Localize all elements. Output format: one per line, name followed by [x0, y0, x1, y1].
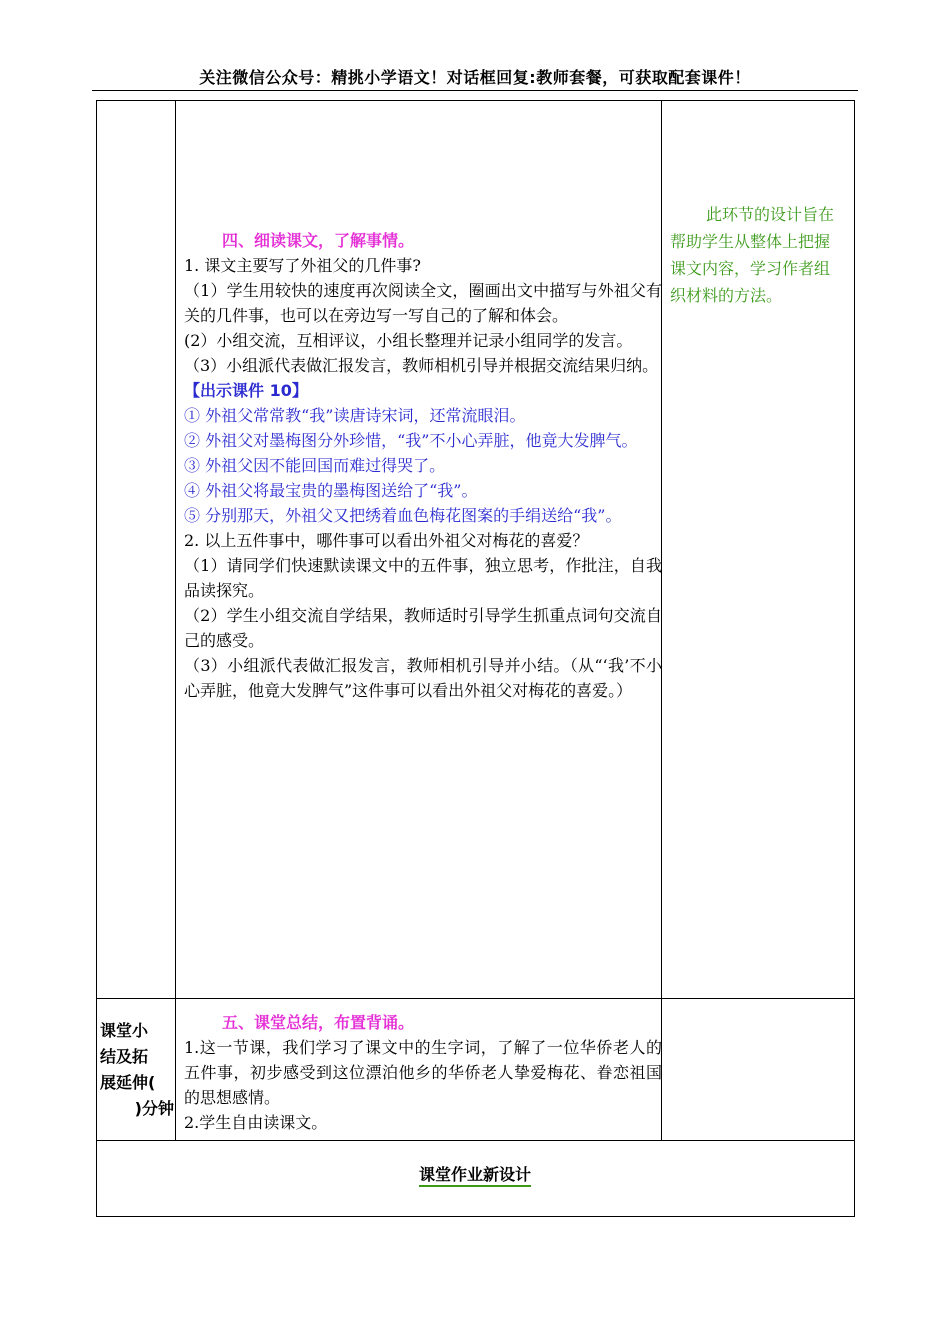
row-divider-2 — [96, 1140, 855, 1141]
section5-paragraph-2: 2.学生自由读课文。 — [184, 1113, 328, 1132]
section4-content — [184, 228, 662, 703]
label-line: )分钟 — [134, 1099, 174, 1118]
section4-question-2: 2. 以上五件事中，哪件事可以看出外祖父对梅花的喜爱？ — [184, 531, 589, 550]
homework-title-text: 课堂作业新设计 — [419, 1165, 531, 1187]
section4-step-3: （3）小组派代表做汇报发言，教师相机引导并根据交流结果归纳。 — [184, 356, 659, 375]
section4-task-2: （2）学生小组交流自学结果，教师适时引导学生抓重点词句交流自己的感受。 — [184, 606, 662, 650]
label-line: 结及拓 — [100, 1047, 149, 1066]
column-divider-left — [175, 100, 176, 1141]
event-item: ⑤ 分别那天，外祖父又把绣着血色梅花图案的手绢送给“我”。 — [184, 506, 622, 525]
event-item: ① 外祖父常常教“我”读唐诗宋词，还常流眼泪。 — [184, 406, 526, 425]
section5-title: 五、课堂总结，布置背诵。 — [222, 1013, 415, 1032]
section4-title: 四、细读课文，了解事情。 — [222, 231, 415, 250]
label-line: 展延伸( — [100, 1073, 156, 1092]
section4-step-2: (2）小组交流，互相评议，小组长整理并记录小组同学的发言。 — [184, 331, 633, 350]
section4-task-1: （1）请同学们快速默读课文中的五件事，独立思考，作批注，自我品读探究。 — [184, 556, 662, 600]
section4-task-3: （3）小组派代表做汇报发言，教师相机引导并小结。（从“‘我’不小心弄脏，他竟大发脾气”这件事可以看出外祖父对梅花的喜爱。） — [184, 656, 662, 700]
section5-paragraph-1: 1.这一节课，我们学习了课文中的生字词，了解了一位华侨老人的五件事，初步感受到这位漂泊他乡的华侨老人挚爱梅花、眷恋祖国的思想感情。 — [184, 1038, 662, 1107]
homework-title — [96, 1162, 854, 1185]
label-line: 课堂小 — [100, 1021, 149, 1040]
design-note: 此环节的设计旨在帮助学生从整体上把握课文内容，学习作者组织材料的方法。 — [670, 205, 835, 305]
event-item: ④ 外祖父将最宝贵的墨梅图送给了“我”。 — [184, 481, 478, 500]
courseware-label: 【出示课件 10】 — [184, 381, 308, 400]
row-divider-1 — [96, 998, 855, 999]
summary-row-label — [100, 1018, 174, 1122]
section4-step-1: （1）学生用较快的速度再次阅读全文，圈画出文中描写与外祖父有关的几件事，也可以在旁边写一写自己的了解和体会。 — [184, 281, 662, 325]
page-header: 关注微信公众号：精挑小学语文！对话框回复:教师套餐，可获取配套课件！ — [92, 66, 858, 91]
event-item: ② 外祖父对墨梅图分外珍惜，“我”不小心弄脏，他竟大发脾气。 — [184, 431, 638, 450]
event-item: ③ 外祖父因不能回国而难过得哭了。 — [184, 456, 446, 475]
section4-question-1: 1. 课文主要写了外祖父的几件事? — [184, 256, 421, 275]
section5-content — [184, 1010, 662, 1135]
